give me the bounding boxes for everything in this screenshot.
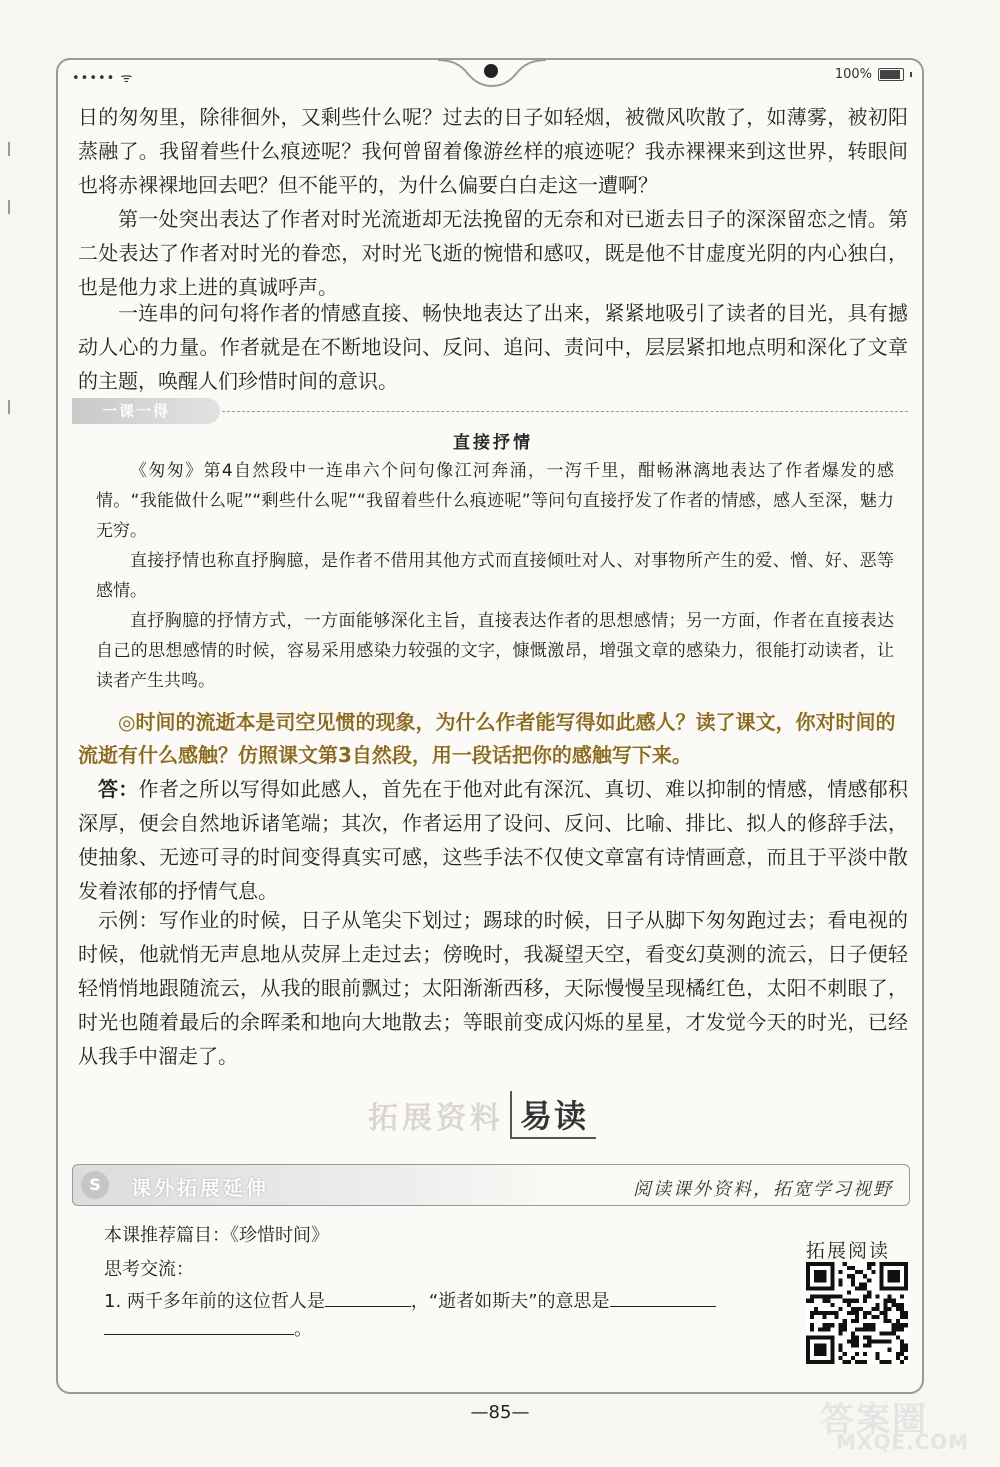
paragraph: 一连串的问句将作者的情感直接、畅快地表达了出来，紧紧地吸引了读者的目光，具有撼动人心的力量。作者就是在不断地设问、反问、追问、责问中，层层紧扣地点明和深化了文章的主题，唤醒人们珍惜时间的意识。 (78, 301, 908, 393)
battery-percent: 100% (834, 67, 872, 82)
answer-blank[interactable] (104, 1316, 294, 1335)
question-text: 1. 两千多年前的这位哲人是 (104, 1291, 325, 1312)
example-block (78, 903, 908, 1073)
binding-mark (8, 400, 10, 414)
qr-code[interactable] (806, 1262, 908, 1364)
page-number: —85— (470, 1402, 530, 1423)
extension-heading-accent: 易读 (510, 1091, 596, 1139)
divider (222, 411, 908, 412)
tip-section-label: 一课一得 (72, 398, 220, 424)
paragraph: 第一处突出表达了作者对时光流逝却无法挽留的无奈和对已逝去日子的深深留恋之情。第二处表达了作者对时光的眷恋，对时光飞逝的惋惜和感叹，既是他不甘虚度光阴的内心独白，也是他力求上进的真诚呼声。 (78, 207, 908, 299)
example-label: 示例： (98, 908, 159, 932)
battery-icon (878, 68, 904, 81)
qr-label: 拓展阅读 (806, 1240, 891, 1262)
signal-icon: ••••• ᯤ (72, 71, 134, 86)
section-icon: S (81, 1171, 109, 1199)
exercise-question: ◎时间的流逝本是司空见惯的现象，为什么作者能写得如此感人？读了课文，你对时间的流逝有什么感触？仿照课文第3自然段，用一段话把你的感触写下来。 (78, 710, 896, 767)
extension-section-bar (72, 1164, 910, 1206)
extension-heading-main: 拓展资料 (368, 1101, 504, 1136)
battery-tip (910, 72, 912, 77)
status-bar (72, 66, 912, 88)
question-text: ，“逝者如斯夫”的意思是 (410, 1291, 610, 1312)
discussion-label: 思考交流： (104, 1259, 194, 1280)
tip-paragraph: 直抒胸臆的抒情方式，一方面能够深化主旨，直接表达作者的思想感情；另一方面，作者在直接表达自己的思想感情的时候，容易采用感染力较强的文字，慷慨激昂，增强文章的感染力，很能打动读者，让读者产生共鸣。 (96, 611, 894, 691)
extension-heading (368, 1090, 596, 1140)
answer-blank[interactable] (610, 1288, 716, 1307)
wifi-icon: ᯤ (120, 71, 134, 86)
answer-blank[interactable] (325, 1288, 411, 1307)
example-text: 写作业的时候，日子从笔尖下划过；踢球的时候，日子从脚下匆匆跑过去；看电视的时候，他就悄无声息地从荧屏上走过去；傍晚时，我凝望天空，看变幻莫测的流云，日子便轻轻悄悄地跟随流云，从我的眼前飘过；太阳渐渐西移，天际慢慢呈现橘红色，太阳不刺眼了，时光也随着最后的余晖柔和地向大地散去；等眼前变成闪烁的星星，才发觉今天的时光，已经从我手中溜走了。 (78, 908, 909, 1068)
tip-section-bar (72, 398, 908, 424)
extension-section-subtitle: 阅读课外资料，拓宽学习视野 (633, 1179, 893, 1200)
tip-paragraph: 《匆匆》第4自然段中一连串六个问句像江河奔涌，一泻千里，酣畅淋漓地表达了作者爆发的感情。“我能做什么呢”“剩些什么呢”“我留着些什么痕迹呢”等问句直接抒发了作者的情感，感人至深，魅力无穷。 (96, 461, 894, 541)
battery-fill (880, 70, 900, 79)
binding-mark (8, 200, 10, 214)
extension-section-title: 课外拓展延伸 (131, 1176, 269, 1200)
answer-text: 作者之所以写得如此感人，首先在于他对此有深沉、真切、难以抑制的情感，情感郁积深厚，便会自然地诉诸笔端；其次，作者运用了设问、反问、比喻、排比、拟人的修辞手法，使抽象、无迹可寻的时间变得真实可感，这些手法不仅使文章富有诗情画意，而且于平淡中散发着浓郁的抒情气息。 (78, 777, 909, 903)
battery-indicator (835, 67, 912, 82)
answer-block (78, 772, 908, 908)
recommended-reading: 本课推荐篇目：《珍惜时间》 (104, 1225, 329, 1246)
binding-mark (8, 142, 10, 156)
tip-title: 直接抒情 (453, 433, 533, 453)
answer-label: 答： (98, 777, 139, 801)
question-text: 。 (294, 1319, 312, 1340)
watermark-logo: 答案圈 (820, 1400, 928, 1440)
paragraph: 日的匆匆里，除徘徊外，又剩些什么呢？过去的日子如轻烟，被微风吹散了，如薄雾，被初阳蒸融了。我留着些什么痕迹呢？我何曾留着像游丝样的痕迹呢？我赤裸裸来到这世界，转眼间也将赤裸裸地回去吧？但不能平的，为什么偏要白白走这一遭啊？ (78, 105, 908, 197)
tip-paragraph: 直接抒情也称直抒胸臆，是作者不借用其他方式而直接倾吐对人、对事物所产生的爱、憎、好、恶等感情。 (96, 551, 894, 601)
watermark-url: MXQE.COM (836, 1430, 970, 1454)
discussion-question-1 (104, 1288, 794, 1344)
